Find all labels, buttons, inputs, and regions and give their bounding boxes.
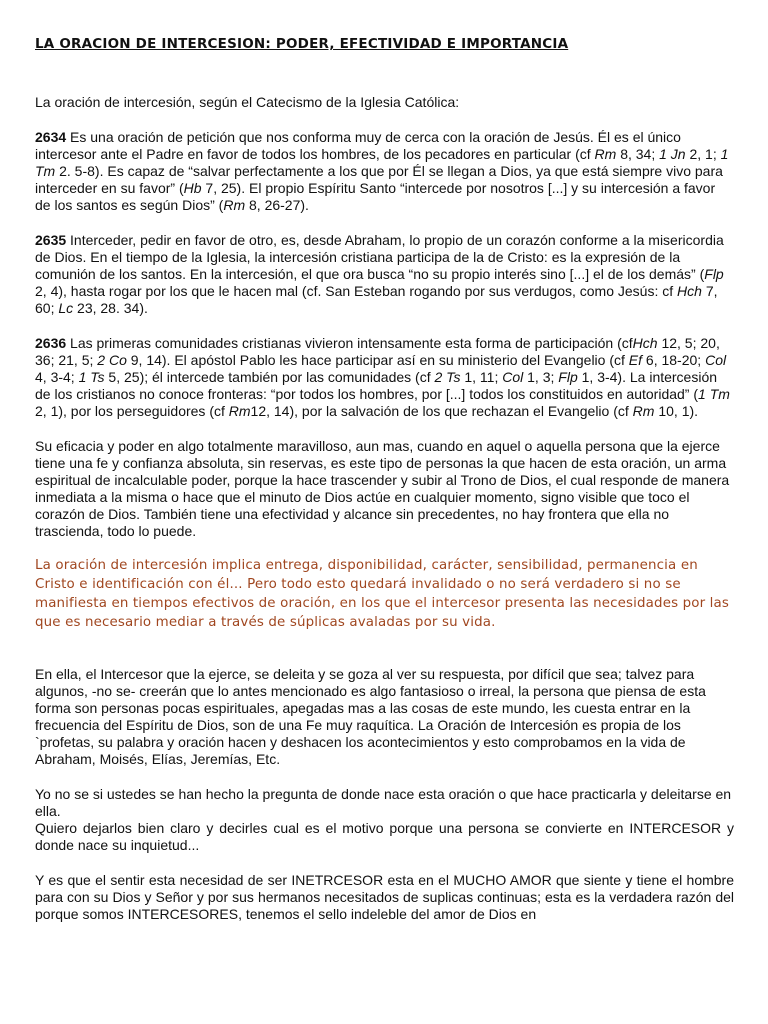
- paragraph-quiero: Quiero dejarlos bien claro y decirles cual es el motivo porque una persona se convierte en INTERCESOR y donde nace su inquietud...: [35, 820, 734, 853]
- paragraph-2634: 2634 Es una oración de petición que nos conforma muy de cerca con la oración de Jesús. Él es el único intercesor ante el Padre en favor de todos los hombres, de los pecadores en particular (cf Rm 8, 34; 1 Jn 2, 1; 1 Tm 2. 5-8). Es capaz de “salvar perfectamente a los que por Él se llegan a Dios, ya que está siempre vivo para interceder en su favor” (Hb 7, 25). El propio Espíritu Santo “intercede por nosotros [...] y su intercesión a favor de los santos es según Dios” (Rm 8, 26-27).: [35, 129, 729, 213]
- paragraph-eficacia: Su eficacia y poder en algo totalmente maravilloso, aun mas, cuando en aquel o aquella persona que la ejerce tiene una fe y confianza absoluta, sin reservas, es este tipo de personas la que hacen de esta oración, un arma espiritual de incalculable poder, porque la hace trascender y subir al Trono de Dios, el cual responde de manera inmediata a la misma o hace que el minuto de Dios actúe en cualquier momento, signo visible que toco el corazón de Dios. También tiene una efectividad y alcance sin precedentes, no hay frontera que ella no trascienda, todo lo puede.: [35, 438, 730, 539]
- highlight-paragraph: La oración de intercesión implica entrega, disponibilidad, carácter, sensibilidad, permanencia en Cristo e identificación con él... Pero todo esto quedará invalidado o no será verdadero si no se manifiesta en tiempos efectivos de oración, en los que el intercesor presenta las necesidades por las que es necesario mediar a través de súplicas avaladas por su vida.: [35, 558, 730, 630]
- paragraph-2636: 2636 Las primeras comunidades cristianas vivieron intensamente esta forma de participación (cfHch 12, 5; 20, 36; 21, 5; 2 Co 9, 14). El apóstol Pablo les hace participar así en su ministerio del Evangelio (cf Ef 6, 18-20; Col 4, 3-4; 1 Ts 5, 25); él intercede también por las comunidades (cf 2 Ts 1, 11; Col 1, 3; Flp 1, 3-4). La intercesión de los cristianos no conoce fronteras: “por todos los hombres, por [...] todos los constituidos en autoridad” (1 Tm 2, 1), por los perseguidores (cf Rm12, 14), por la salvación de los que rechazan el Evangelio (cf Rm 10, 1).: [35, 335, 730, 419]
- paragraph-pregunta: Yo no se si ustedes se han hecho la pregunta de donde nace esta oración o que hace practicarla y deleitarse en ella.: [35, 786, 732, 819]
- paragraph-number: 2636: [35, 335, 67, 351]
- paragraph-en-ella: En ella, el Intercesor que la ejerce, se deleita y se goza al ver su respuesta, por difícil que sea; talvez para algunos, -no se- creerán que lo antes mencionado es algo fantasioso o irreal, la persona que piensa de esta forma son personas pocas espirituales, apegadas mas a las cosas de este mundo, les cuesta entrar en la frecuencia del Espíritu de Dios, son de una Fe muy raquítica. La Oración de Intercesión es propia de los `profetas, su palabra y oración hacen y deshacen los acontecimientos y esto comprobamos en la vida de Abraham, Moisés, Elías, Jeremías, Etc.: [35, 666, 706, 767]
- paragraph-2635: 2635 Interceder, pedir en favor de otro, es, desde Abraham, lo propio de un corazón conforme a la misericordia de Dios. En el tiempo de la Iglesia, la intercesión cristiana participa de la de Cristo: es la expresión de la comunión de los santos. En la intercesión, el que ora busca “no su propio interés sino [...] el de los demás” (Flp 2, 4), hasta rogar por los que le hacen mal (cf. San Esteban rogando por sus verdugos, como Jesús: cf Hch 7, 60; Lc 23, 28. 34).: [35, 232, 724, 316]
- document-title: LA ORACION DE INTERCESION: PODER, EFECTIVIDAD E IMPORTANCIA: [35, 36, 569, 52]
- intro-paragraph: La oración de intercesión, según el Catecismo de la Iglesia Católica:: [35, 94, 460, 110]
- paragraph-number: 2635: [35, 232, 67, 248]
- paragraph-number: 2634: [35, 129, 67, 145]
- paragraph-amor: Y es que el sentir esta necesidad de ser INETRCESOR esta en el MUCHO AMOR que siente y tiene el hombre para con su Dios y Señor y por sus hermanos necesitados de suplicas continuas; esta es la verdadera razón del porque somos INTERCESORES, tenemos el sello indeleble del amor de Dios en: [35, 872, 734, 922]
